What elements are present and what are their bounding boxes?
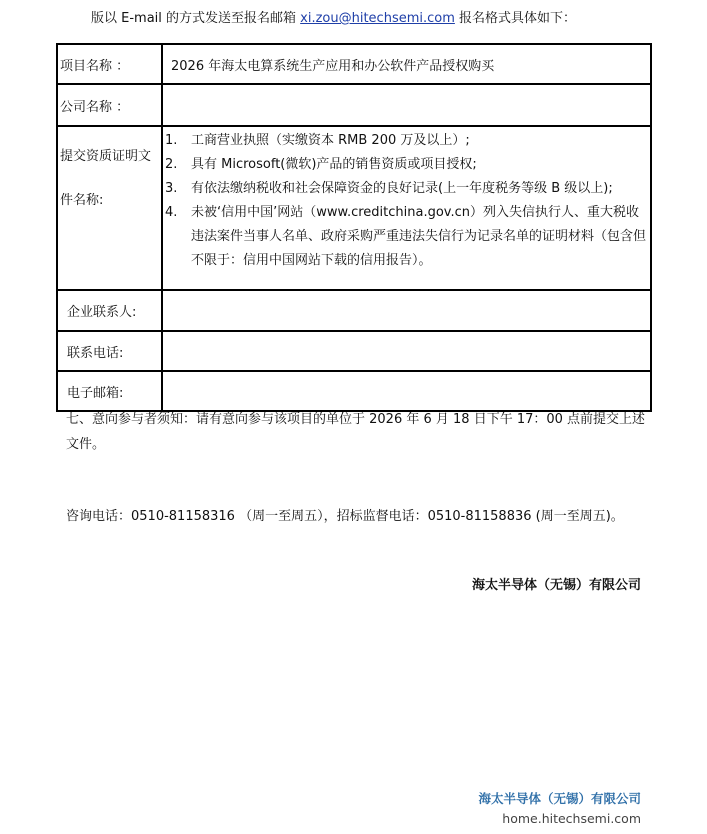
requirement-number: 4. bbox=[165, 205, 178, 220]
requirement-text: 工商营业执照（实缴资本 RMB 200 万及以上）; bbox=[191, 133, 470, 148]
qualification-docs-list-cell bbox=[162, 126, 651, 290]
participant-notice: 七、意向参与者须知：请有意向参与该项目的单位于 2026 年 6 月 18 日下午 17：00 点前提交上述文件。 bbox=[66, 412, 646, 452]
requirement-item bbox=[165, 177, 650, 201]
requirement-number: 3. bbox=[165, 181, 178, 196]
requirement-item bbox=[165, 201, 650, 273]
requirements-list bbox=[165, 129, 650, 273]
phone-label: 联系电话: bbox=[57, 331, 162, 371]
project-name-label: 项目名称 ： bbox=[57, 44, 162, 84]
requirement-text: 具有 Microsoft(微软)产品的销售资质或项目授权; bbox=[191, 157, 477, 172]
requirement-number: 2. bbox=[165, 157, 178, 172]
requirement-item bbox=[165, 153, 650, 177]
company-name-field[interactable] bbox=[162, 84, 651, 126]
footer-website: home.hitechsemi.com bbox=[502, 811, 641, 826]
requirement-text: 有依法缴纳税收和社会保障资金的良好记录(上一年度税务等级 B 级以上); bbox=[191, 181, 613, 196]
company-name-label: 公司名称 ： bbox=[57, 84, 162, 126]
requirement-item bbox=[165, 129, 650, 153]
requirement-text: 未被‘信用中国’网站（www.creditchina.gov.cn）列入失信执行人、重大税收违法案件当事人名单、政府采购严重违法失信行为记录名单的证明材料（包含但不限于：信用中国网站下载的信用报告）。 bbox=[191, 205, 647, 268]
phone-field[interactable] bbox=[162, 331, 651, 371]
email-field[interactable] bbox=[162, 371, 651, 411]
registration-email-link[interactable]: xi.zou@hitechsemi.com bbox=[300, 11, 455, 26]
contact-person-label: 企业联系人: bbox=[57, 290, 162, 331]
qualification-docs-label: 提交资质证明文件名称: bbox=[57, 126, 162, 290]
registration-form-table bbox=[56, 43, 652, 412]
intro-line bbox=[91, 7, 576, 26]
intro-after: 报名格式具体如下： bbox=[454, 11, 577, 26]
project-name-value: 2026 年海太电算系统生产应用和办公软件产品授权购买 bbox=[162, 44, 651, 84]
requirement-number: 1. bbox=[165, 133, 178, 148]
footer-company-name: 海太半导体（无锡）有限公司 bbox=[478, 791, 641, 806]
contact-person-field[interactable] bbox=[162, 290, 651, 331]
email-label: 电子邮箱: bbox=[57, 371, 162, 411]
company-signature: 海太半导体（无锡）有限公司 bbox=[471, 578, 641, 593]
intro-before: 版以 E-mail 的方式发送至报名邮箱 bbox=[91, 11, 301, 26]
contact-phones: 咨询电话：0510-81158316 （周一至周五），招标监督电话：0510-81158836 (周一至周五)。 bbox=[66, 509, 624, 524]
